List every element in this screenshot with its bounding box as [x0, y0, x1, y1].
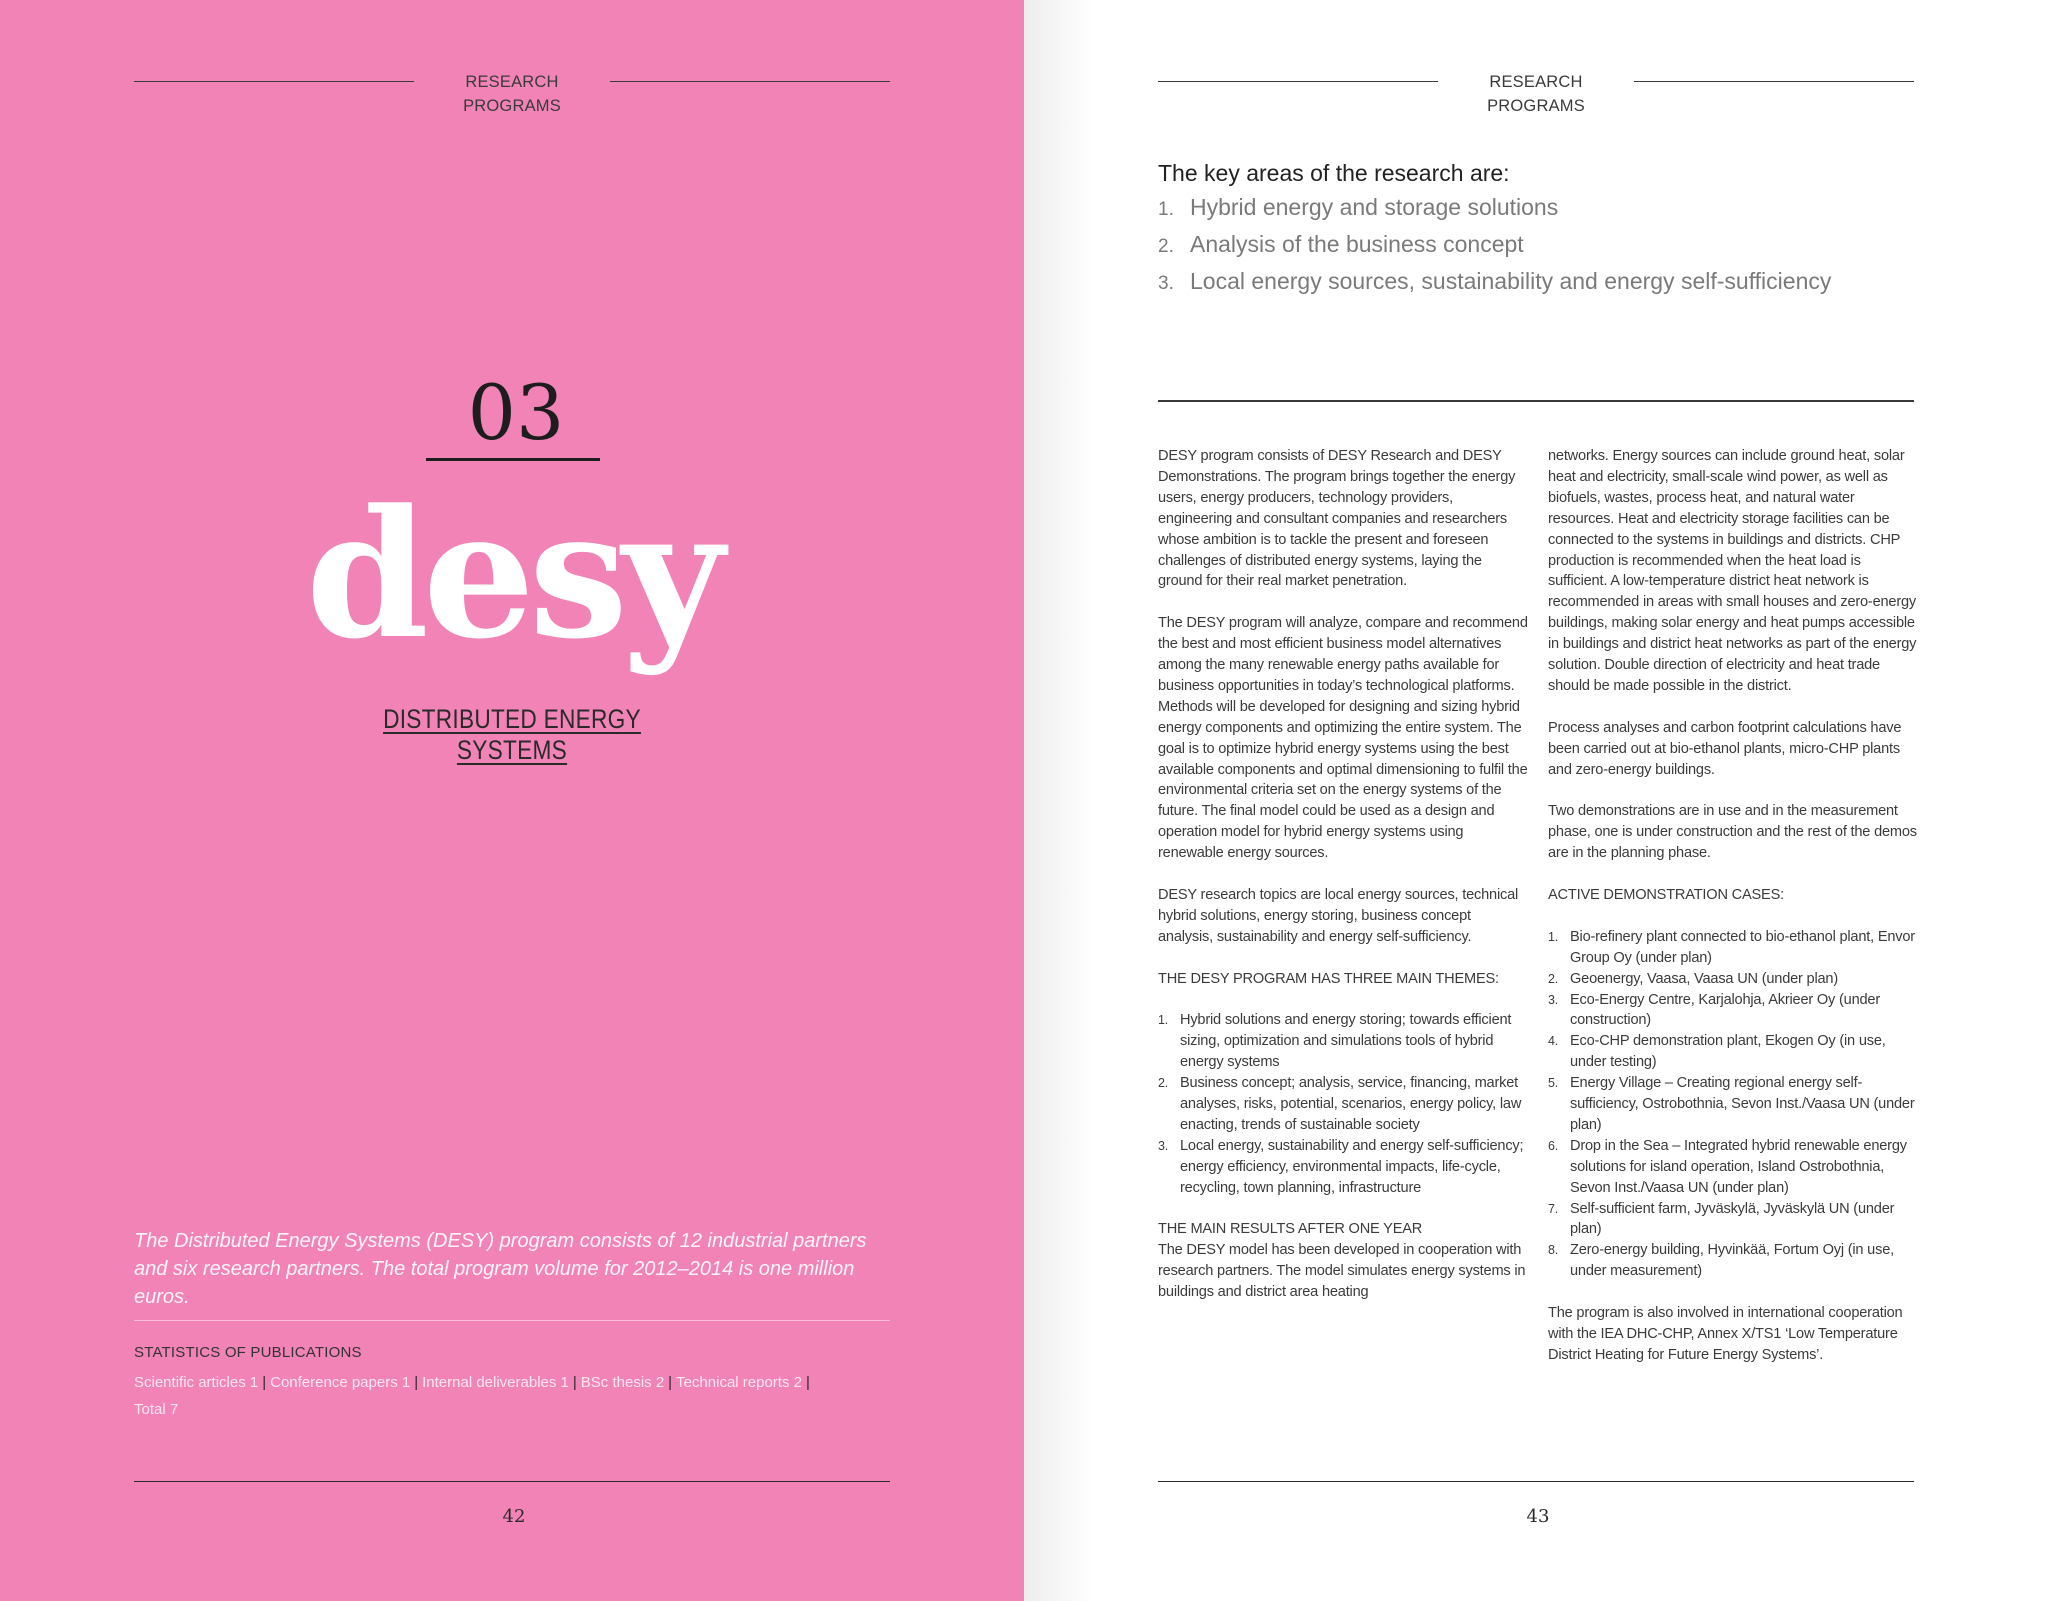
header-rule-left [134, 81, 414, 82]
text-column-1 [1158, 446, 1528, 1303]
page-number: 42 [502, 1506, 526, 1527]
themes-heading: THE DESY PROGRAM HAS THREE MAIN THEMES: [1158, 970, 1499, 987]
list-item [1548, 1199, 1918, 1241]
paragraph: Two demonstrations are in use and in the measurement phase, one is under construction and the rest of the demos are in the planning phase. [1548, 803, 1917, 862]
item-number: 2. [1158, 236, 1174, 257]
stat-separator: | [414, 1374, 419, 1391]
item-number: 1. [1158, 1013, 1169, 1028]
paragraph: networks. Energy sources can include ground heat, solar heat and electricity, small-scale wind power, as well as biofuels, wastes, process heat, and natural water resources. Heat and electricity storage facilities can be connected to the systems in buildings and districts. CHP production is recommended when the heat load is sufficient. A low-temperature district heat network is recommended in areas with small houses and zero-energy buildings, making solar energy and heat pumps accessible in buildings and district heat networks as part of the energy solution. Double direction of electricity and heat trade should be made possible in the district. [1548, 448, 1917, 694]
item-text: Self-sufficient farm, Jyväskylä, Jyväskylä UN (under plan) [1570, 1200, 1895, 1238]
stat-separator: | [262, 1374, 267, 1391]
stat-item: Conference papers 1 [270, 1374, 411, 1391]
item-text: Analysis of the business concept [1190, 231, 1524, 257]
paragraph: Process analyses and carbon footprint calculations have been carried out at bio-ethanol plants, micro-CHP plants and zero-energy buildings. [1548, 719, 1902, 778]
demo-heading: ACTIVE DEMONSTRATION CASES: [1548, 886, 1784, 903]
header-rule-right [1634, 81, 1914, 82]
item-number: 3. [1548, 992, 1559, 1007]
item-text: Energy Village – Creating regional energy self-sufficiency, Ostrobothnia, Sevon Inst./Vaasa UN (under plan) [1570, 1075, 1915, 1133]
stat-separator: | [668, 1374, 673, 1391]
themes-list [1158, 1010, 1528, 1198]
header-rule-right [610, 81, 890, 82]
text-column-2 [1548, 446, 1918, 1387]
item-text: Local energy sources, sustainability and energy self-sufficiency [1190, 268, 1832, 294]
item-text: Bio-refinery plant connected to bio-ethanol plant, Envor Group Oy (under plan) [1570, 928, 1915, 966]
stat-separator: | [572, 1374, 577, 1391]
paragraph: DESY research topics are local energy sources, technical hybrid solutions, energy storing, business concept analysis, sustainability and energy self-sufficiency. [1158, 887, 1519, 945]
item-text: Geoenergy, Vaasa, Vaasa UN (under plan) [1570, 970, 1839, 987]
item-text: Hybrid energy and storage solutions [1190, 194, 1559, 220]
section-rule [1158, 400, 1914, 402]
stat-item: BSc thesis 2 [580, 1374, 665, 1391]
key-areas [1158, 156, 1958, 301]
list-item [1548, 969, 1918, 990]
stat-item: Technical reports 2 [676, 1374, 802, 1391]
page-number: 43 [1526, 1506, 1550, 1527]
stat-item: Internal deliverables 1 [422, 1374, 569, 1391]
item-text: Drop in the Sea – Integrated hybrid renewable energy solutions for island operation, Island Ostrobothnia, Sevon Inst./Vaasa UN (under plan) [1570, 1137, 1907, 1196]
item-text: Eco-CHP demonstration plant, Ekogen Oy (in use, under testing) [1570, 1033, 1886, 1071]
footer-rule [1158, 1481, 1914, 1482]
list-item [1158, 1010, 1528, 1073]
paragraph: The DESY program will analyze, compare and recommend the best and most efficient business model alternatives among the many renewable energy paths available for business opportunities in today’s technological platforms. [1158, 615, 1528, 694]
item-text: Zero-energy building, Hyvinkää, Fortum Oyj (in use, under measurement) [1570, 1242, 1894, 1280]
demo-list [1548, 927, 1918, 1282]
paragraph: Methods will be developed for designing and sizing hybrid energy components and optimizing the entire system. The goal is to optimize hybrid energy systems using the best available components and optimal dimensioning to fulfil the environmental criteria set on the energy systems of the future. The final model could be used as a design and operation model for hybrid energy systems using renewable energy sources. [1158, 698, 1528, 862]
item-number: 1. [1548, 929, 1559, 944]
key-area-item [1158, 264, 1958, 301]
header-rule-left [1158, 81, 1438, 82]
stats-list [134, 1369, 894, 1423]
results-heading: THE MAIN RESULTS AFTER ONE YEAR [1158, 1221, 1423, 1238]
running-header-label: RESEARCH PROGRAMS [463, 73, 561, 115]
program-intro: The Distributed Energy Systems (DESY) program consists of 12 industrial partners and six research partners. The total program volume for 2012–2014 is one million euros. [134, 1230, 867, 1308]
program-subtitle: DISTRIBUTED ENERGY SYSTEMS [383, 704, 641, 765]
item-number: 7. [1548, 1201, 1559, 1216]
list-item [1548, 990, 1918, 1032]
list-item [1548, 1240, 1918, 1282]
results-text: The DESY model has been developed in cooperation with research partners. The model simulates energy systems in buildings and district area heating [1158, 1242, 1526, 1301]
item-number: 5. [1548, 1076, 1559, 1091]
item-number: 3. [1158, 1138, 1169, 1153]
chapter-number: 03 [467, 368, 565, 457]
stat-item: Scientific articles 1 [134, 1374, 259, 1391]
key-areas-title: The key areas of the research are: [1158, 160, 1510, 186]
paragraph: DESY program consists of DESY Research and DESY Demonstrations. The program brings together the energy users, energy producers, technology providers, engineering and consultant companies and researchers whose ambition is to tackle the present and foreseen challenges of distributed energy systems, laying the ground for their real market penetration. [1158, 448, 1516, 590]
stat-total: Total 7 [134, 1401, 179, 1418]
item-text: Hybrid solutions and energy storing; towards efficient sizing, optimization and simulations tools of hybrid energy systems [1180, 1012, 1512, 1071]
list-item [1158, 1136, 1528, 1199]
item-number: 8. [1548, 1243, 1559, 1258]
right-page [1024, 0, 2048, 1601]
list-item [1548, 1073, 1918, 1136]
chapter-rule [426, 458, 600, 461]
item-text: Business concept; analysis, service, financing, market analyses, risks, potential, scenarios, energy policy, law enacting, trends of sustainable society [1180, 1075, 1522, 1133]
running-header [134, 70, 890, 115]
item-number: 6. [1548, 1138, 1559, 1153]
list-item [1548, 927, 1918, 969]
item-number: 1. [1158, 199, 1174, 220]
running-header-label: RESEARCH PROGRAMS [1487, 73, 1585, 115]
item-number: 2. [1548, 971, 1559, 986]
stats-title: STATISTICS OF PUBLICATIONS [134, 1344, 362, 1361]
list-item [1548, 1136, 1918, 1199]
item-number: 4. [1548, 1034, 1559, 1049]
key-area-item [1158, 227, 1958, 264]
item-text: Eco-Energy Centre, Karjalohja, Akrieer Oy (under construction) [1570, 991, 1880, 1029]
list-item [1158, 1073, 1528, 1136]
item-number: 2. [1158, 1076, 1169, 1091]
key-area-item [1158, 190, 1958, 227]
footer-rule [134, 1481, 890, 1482]
running-header [1158, 70, 1914, 115]
program-wordmark: desy [305, 471, 719, 678]
list-item [1548, 1031, 1918, 1073]
item-number: 3. [1158, 273, 1174, 294]
item-text: Local energy, sustainability and energy self-sufficiency; energy efficiency, environmental impacts, life-cycle, recycling, town planning, infrastructure [1180, 1137, 1524, 1196]
stat-separator: | [805, 1374, 810, 1391]
paragraph: The program is also involved in international cooperation with the IEA DHC-CHP, Annex X/TS1 ‘Low Temperature District Heating for Future Energy Systems’. [1548, 1305, 1903, 1363]
stats-rule [134, 1320, 890, 1321]
